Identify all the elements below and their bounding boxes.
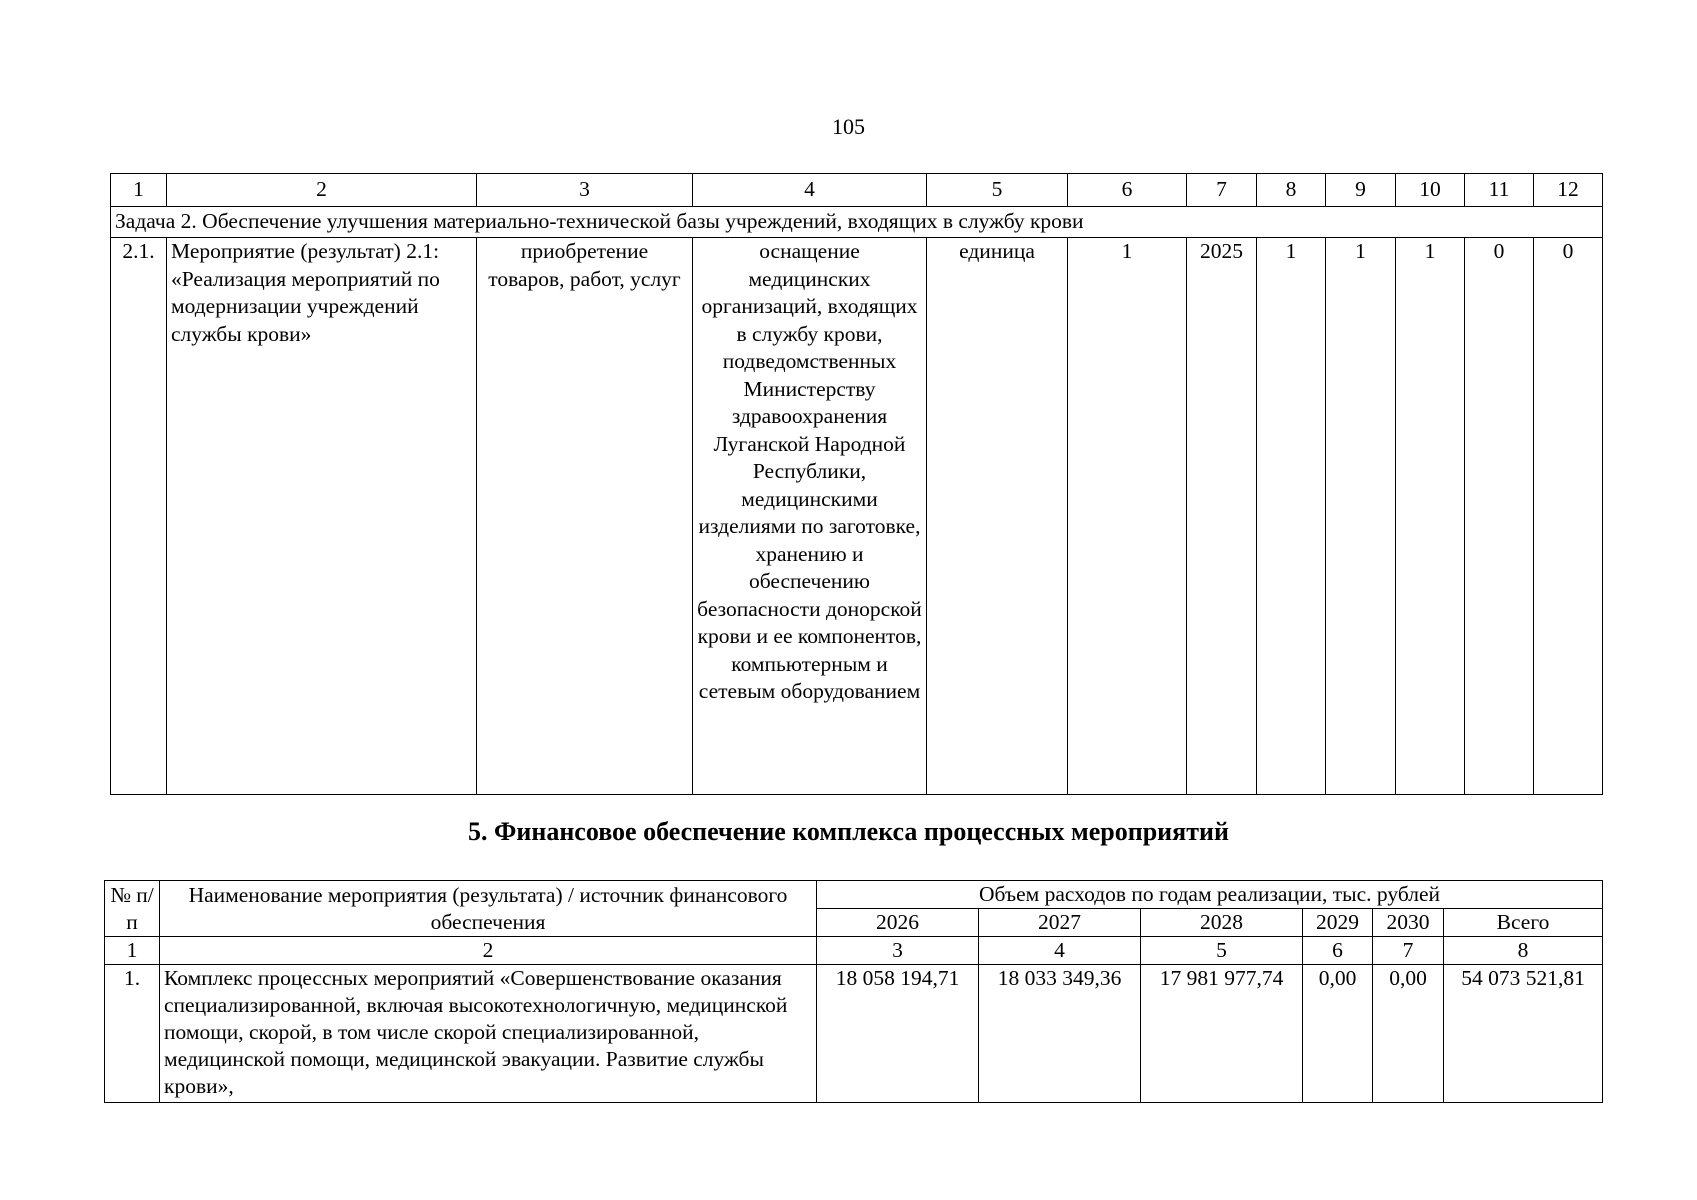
year-header: 2028 [1141,909,1303,937]
row-number: 2.1. [111,238,167,795]
amount-2027: 18 033 349,36 [979,965,1141,1103]
header-number: № п/п [105,881,160,937]
row-number: 1. [105,965,160,1103]
cell-value: 1 [1396,238,1465,795]
cell-value: 1 [1326,238,1396,795]
year-header: 2026 [817,909,979,937]
col-number: 7 [1373,937,1444,965]
amount-2030: 0,00 [1373,965,1444,1103]
cell-value: 1 [1257,238,1326,795]
col-number: 3 [477,174,693,207]
year-header: 2027 [979,909,1141,937]
column-number-row [105,937,1603,965]
col-number: 5 [1141,937,1303,965]
task-title: Задача 2. Обеспечение улучшения материально-технической базы учреждений, входящих в службу крови [111,207,1603,238]
total-header: Всего [1444,909,1603,937]
table-row [105,965,1603,1103]
col-number: 1 [105,937,160,965]
header-name: Наименование мероприятия (результата) / источник финансового обеспечения [160,881,817,937]
task-row [111,207,1603,238]
col-number: 7 [1187,174,1257,207]
cell-value: 1 [1068,238,1187,795]
activity-name: Мероприятие (результат) 2.1: «Реализация мероприятий по модернизации учреждений службы крови» [167,238,477,795]
col-number: 8 [1444,937,1603,965]
col-number: 2 [167,174,477,207]
year-header: 2029 [1303,909,1373,937]
col-number: 6 [1303,937,1373,965]
col-number: 4 [979,937,1141,965]
col-number: 9 [1326,174,1396,207]
col-number: 3 [817,937,979,965]
header-volume: Объем расходов по годам реализации, тыс. рублей [817,881,1603,909]
col-number: 10 [1396,174,1465,207]
activity-description: оснащение медицинских организаций, входящих в службу крови, подведомственных Министерству здравоохранения Луганской Народной Республики, медицинскими изделиями по заготовке, хранению и обеспечению безопасности донорской крови и ее компонентов, компьютерным и сетевым оборудованием [693,238,927,795]
table-row [111,238,1603,795]
col-number: 1 [111,174,167,207]
activity-type: приобретение товаров, работ, услуг [477,238,693,795]
page-number: 105 [832,114,865,139]
amount-2028: 17 981 977,74 [1141,965,1303,1103]
header-row [105,881,1603,909]
amount-2026: 18 058 194,71 [817,965,979,1103]
section-title: 5. Финансовое обеспечение комплекса процессных мероприятий [468,817,1229,846]
col-number: 6 [1068,174,1187,207]
amount-total: 54 073 521,81 [1444,965,1603,1103]
cell-value: 0 [1465,238,1534,795]
col-number: 11 [1465,174,1534,207]
col-number: 2 [160,937,817,965]
col-number: 4 [693,174,927,207]
activity-name: Комплекс процессных мероприятий «Совершенствование оказания специализированной, включая высокотехнологичную, медицинской помощи, скорой, в том числе скорой специализированной, медицинской помощи, медицинской эвакуации. Развитие службы крови», [160,965,817,1103]
year-header: 2030 [1373,909,1444,937]
col-number: 5 [927,174,1068,207]
column-number-row [111,174,1603,207]
unit-of-measure: единица [927,238,1068,795]
col-number: 12 [1534,174,1603,207]
amount-2029: 0,00 [1303,965,1373,1103]
col-number: 8 [1257,174,1326,207]
financing-table [104,880,1603,1103]
indicators-table [110,173,1603,795]
cell-value: 0 [1534,238,1603,795]
cell-value: 2025 [1187,238,1257,795]
